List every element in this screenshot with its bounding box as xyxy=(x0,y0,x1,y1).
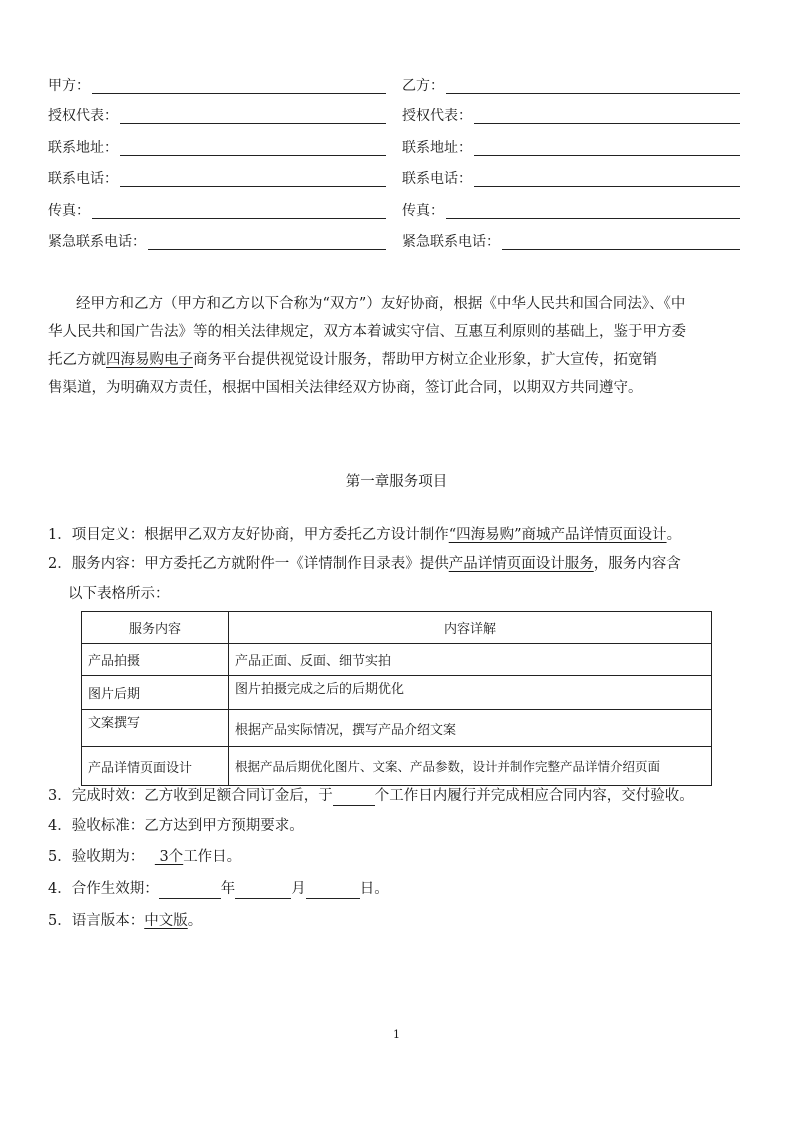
party-b-address-field[interactable] xyxy=(402,140,740,156)
party-b-phone-field[interactable] xyxy=(402,171,740,187)
table-row xyxy=(82,747,712,786)
party-b-fax-line[interactable] xyxy=(446,204,740,219)
party-a-fax-label: 传真： xyxy=(48,203,90,219)
party-b-name-label: 乙方： xyxy=(402,78,444,94)
item-text-before: 验收期为： xyxy=(71,849,145,865)
party-a-name-label: 甲方： xyxy=(48,78,90,94)
party-b-emergency-field[interactable] xyxy=(402,234,740,250)
service-table xyxy=(81,611,712,786)
item-number: 2． xyxy=(48,556,72,572)
intro-line-3-before: 托乙方就 xyxy=(48,352,106,368)
item-language-version xyxy=(48,911,202,931)
language-value: 中文版 xyxy=(144,913,188,929)
intro-line-3-after: 商务平台提供视觉设计服务，帮助甲方树立企业形象，扩大宣传，拓宽销 xyxy=(193,352,657,368)
party-a-rep-field[interactable] xyxy=(48,108,386,124)
table-row xyxy=(82,644,712,676)
item-acceptance-period xyxy=(48,847,241,867)
party-a-fax-field[interactable] xyxy=(48,203,386,219)
item-completion-time xyxy=(48,786,694,806)
party-a-phone-line[interactable] xyxy=(120,172,386,187)
day-label: 日。 xyxy=(359,881,389,897)
table-cell-service: 产品详情页面设计 xyxy=(82,747,229,786)
item-text: 验收标准：乙方达到甲方预期要求。 xyxy=(71,818,304,834)
item-text-before: 项目定义：根据甲乙双方友好协商，甲方委托乙方设计制作 xyxy=(71,527,449,543)
intro-line-2: 华人民共和国广告法》等的相关法律规定，双方本着诚实守信、互惠互利原则的基础上，鉴于甲方委 xyxy=(48,324,686,340)
item-number: 5． xyxy=(48,913,72,929)
party-a-emergency-label: 紧急联系电话： xyxy=(48,234,146,250)
item-number: 1． xyxy=(48,527,72,543)
table-cell-service: 图片后期 xyxy=(82,676,229,710)
intro-line-1: 经甲方和乙方（甲方和乙方以下合称为“双方”）友好协商，根据《中华人民共和国合同法》、《中 xyxy=(76,296,686,312)
month-blank[interactable] xyxy=(235,882,291,899)
month-label: 月 xyxy=(291,881,306,897)
item-text-after: 工作日。 xyxy=(183,849,242,865)
page-number: 1 xyxy=(393,1028,400,1041)
party-b-address-line[interactable] xyxy=(474,141,740,156)
table-row xyxy=(82,676,712,710)
item-text-before: 完成时效：乙方收到足额合同订金后，于 xyxy=(71,788,333,804)
party-b-emergency-line[interactable] xyxy=(502,235,740,250)
table-header-row xyxy=(82,612,712,644)
party-b-emergency-label: 紧急联系电话： xyxy=(402,234,500,250)
intro-line-3 xyxy=(48,346,657,374)
table-header-service: 服务内容 xyxy=(82,612,229,644)
party-a-address-label: 联系地址： xyxy=(48,140,118,156)
item-number: 4． xyxy=(48,818,72,834)
acceptance-days: 3个 xyxy=(154,849,184,865)
table-cell-detail: 图片拍摄完成之后的后期优化 xyxy=(229,676,712,710)
party-a-address-field[interactable] xyxy=(48,140,386,156)
party-b-address-label: 联系地址： xyxy=(402,140,472,156)
table-cell-detail: 根据产品后期优化图片、文案、产品参数，设计并制作完整产品详情介绍页面 xyxy=(229,747,712,786)
party-b-fax-field[interactable] xyxy=(402,203,740,219)
party-b-name-field[interactable] xyxy=(402,78,740,94)
table-header-detail: 内容详解 xyxy=(229,612,712,644)
item-project-definition xyxy=(48,525,681,545)
intro-paragraph xyxy=(48,290,753,410)
item-service-name: 产品详情页面设计服务 xyxy=(448,556,594,572)
item-text-after: ，服务内容含 xyxy=(593,556,681,572)
chapter-title: 第一章服务项目 xyxy=(345,474,448,490)
item-service-content-line2: 以下表格所示： xyxy=(68,586,170,602)
party-a-emergency-field[interactable] xyxy=(48,234,386,250)
item-acceptance-standard xyxy=(48,816,304,836)
completion-days-blank[interactable] xyxy=(333,789,375,806)
item-number: 4． xyxy=(48,881,72,897)
party-b-name-line[interactable] xyxy=(446,79,740,94)
party-a-emergency-line[interactable] xyxy=(148,235,386,250)
item-text-before: 语言版本： xyxy=(71,913,145,929)
table-cell-service: 产品拍摄 xyxy=(82,644,229,676)
day-blank[interactable] xyxy=(306,882,360,899)
item-text-after: 个工作日内履行并完成相应合同内容，交付验收。 xyxy=(374,788,694,804)
party-a-rep-label: 授权代表： xyxy=(48,108,118,124)
table-row xyxy=(82,710,712,747)
item-project-name: “四海易购”商城产品详情页面设计 xyxy=(448,527,667,543)
table-cell-detail: 产品正面、反面、细节实拍 xyxy=(229,644,712,676)
item-text-after: 。 xyxy=(187,913,203,929)
party-a-address-line[interactable] xyxy=(120,141,386,156)
party-a-name-line[interactable] xyxy=(92,79,386,94)
table-cell-service: 文案撰写 xyxy=(82,710,229,747)
intro-line-4: 售渠道，为明确双方责任，根据中国相关法律经双方协商，签订此合同，以期双方共同遵守。 xyxy=(48,380,643,396)
party-a-phone-field[interactable] xyxy=(48,171,386,187)
item-number: 5． xyxy=(48,849,72,865)
party-a-phone-label: 联系电话： xyxy=(48,171,118,187)
party-b-rep-field[interactable] xyxy=(402,108,740,124)
item-number: 3． xyxy=(48,788,72,804)
item-text-before: 合作生效期： xyxy=(71,881,159,897)
party-b-rep-label: 授权代表： xyxy=(402,108,472,124)
year-blank[interactable] xyxy=(159,882,221,899)
party-a-name-field[interactable] xyxy=(48,78,386,94)
party-b-phone-label: 联系电话： xyxy=(402,171,472,187)
year-label: 年 xyxy=(220,881,236,897)
party-a-fax-line[interactable] xyxy=(92,204,386,219)
item-service-content xyxy=(48,554,681,574)
item-text-before: 服务内容：甲方委托乙方就附件一《详情制作目录表》提供 xyxy=(71,556,449,572)
party-a-rep-line[interactable] xyxy=(120,109,386,124)
party-b-phone-line[interactable] xyxy=(474,172,740,187)
intro-platform-name: 四海易购电子 xyxy=(106,352,193,368)
item-effective-date xyxy=(48,879,389,899)
party-b-fax-label: 传真： xyxy=(402,203,444,219)
party-b-rep-line[interactable] xyxy=(474,109,740,124)
item-text-after: 。 xyxy=(666,527,682,543)
table-cell-detail: 根据产品实际情况，撰写产品介绍文案 xyxy=(229,710,712,747)
